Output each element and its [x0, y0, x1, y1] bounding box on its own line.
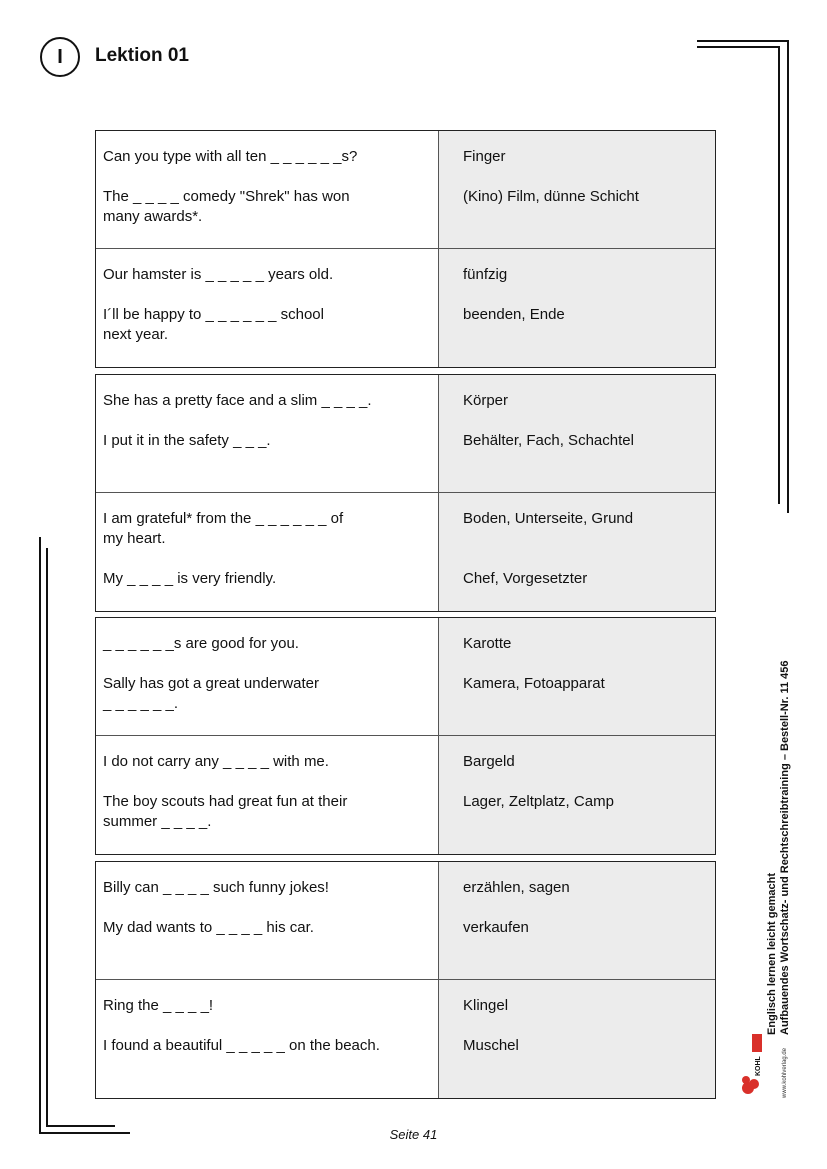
english-sentence: My _ _ _ _ is very friendly. [103, 570, 277, 587]
english-sentence: I found a beautiful _ _ _ _ _ on the beach. [103, 1037, 380, 1054]
english-sentence: The boy scouts had great fun at their summer _ _ _ _. [103, 793, 348, 830]
english-sentence: Billy can _ _ _ _ such funny jokes! [103, 879, 329, 896]
german-cell [439, 980, 715, 1098]
english-sentence: _ _ _ _ _ _s are good for you. [103, 635, 299, 652]
frame-line [697, 46, 780, 48]
german-translation: Muschel [463, 1037, 519, 1054]
german-translation: (Kino) Film, dünne Schicht [463, 188, 639, 205]
vocab-card [95, 130, 716, 368]
lesson-section-badge [40, 37, 80, 77]
english-sentence: Can you type with all ten _ _ _ _ _ _s? [103, 148, 358, 165]
german-translation: Finger [463, 148, 506, 165]
english-cell [96, 736, 439, 854]
english-sentence: Our hamster is _ _ _ _ _ years old. [103, 266, 334, 283]
english-sentence: The _ _ _ _ comedy "Shrek" has won many awards*. [103, 188, 350, 225]
english-sentence: I put it in the safety _ _ _. [103, 432, 271, 449]
german-translation: Boden, Unterseite, Grund [463, 510, 634, 527]
german-cell [439, 736, 715, 854]
page-number: Seite 41 [389, 1127, 438, 1142]
english-cell [96, 980, 439, 1098]
publisher-logo [740, 1032, 766, 1098]
frame-line [39, 537, 41, 1134]
german-translation: Körper [463, 392, 509, 409]
english-cell [96, 862, 439, 980]
publisher-logo-icon [740, 1032, 766, 1098]
english-cell [96, 493, 439, 611]
logo-text: KOHL [755, 1056, 762, 1076]
german-translation: Behälter, Fach, Schachtel [463, 432, 634, 449]
publisher-url: www.kohlverlag.de [782, 1047, 788, 1098]
section-letter: I [57, 45, 63, 68]
publisher-side-text [766, 661, 792, 1036]
english-cell [96, 618, 439, 736]
frame-line [46, 548, 48, 1126]
vocab-card [95, 861, 716, 1099]
english-sentence: She has a pretty face and a slim _ _ _ _. [103, 392, 372, 409]
frame-line [697, 40, 789, 42]
german-cell [439, 862, 715, 980]
vocab-card [95, 617, 716, 855]
english-sentence: I do not carry any _ _ _ _ with me. [103, 753, 329, 770]
german-cell [439, 493, 715, 611]
series-subtitle: Aufbauendes Wortschatz- und Rechtschreibtraining – Bestell-Nr. 11 456 [779, 660, 791, 1035]
german-translation: Karotte [463, 635, 512, 652]
german-translation: Bargeld [463, 753, 515, 770]
english-cell [96, 131, 439, 249]
german-translation: beenden, Ende [463, 306, 565, 323]
series-title: Englisch lernen leicht gemacht [766, 873, 778, 1035]
frame-line [778, 46, 780, 504]
english-sentence: I am grateful* from the _ _ _ _ _ _ of my heart. [103, 510, 344, 547]
german-translation: verkaufen [463, 919, 529, 936]
german-cell [439, 131, 715, 249]
german-translation: Chef, Vorgesetzter [463, 570, 588, 587]
german-cell [439, 375, 715, 493]
vocab-card [95, 374, 716, 612]
german-translation: Lager, Zeltplatz, Camp [463, 793, 614, 810]
german-translation: Kamera, Fotoapparat [463, 675, 605, 692]
german-cell [439, 249, 715, 367]
page-title: Lektion 01 [95, 45, 189, 66]
german-translation: Klingel [463, 997, 509, 1014]
german-translation: erzählen, sagen [463, 879, 570, 896]
english-cell [96, 375, 439, 493]
english-sentence: Ring the _ _ _ _! [103, 997, 214, 1014]
german-translation: fünfzig [463, 266, 508, 283]
english-sentence: I´ll be happy to _ _ _ _ _ _ school next year. [103, 306, 324, 343]
german-cell [439, 618, 715, 736]
frame-line [787, 40, 789, 513]
english-sentence: Sally has got a great underwater _ _ _ _ _ _. [103, 675, 319, 712]
english-cell [96, 249, 439, 367]
english-sentence: My dad wants to _ _ _ _ his car. [103, 919, 314, 936]
